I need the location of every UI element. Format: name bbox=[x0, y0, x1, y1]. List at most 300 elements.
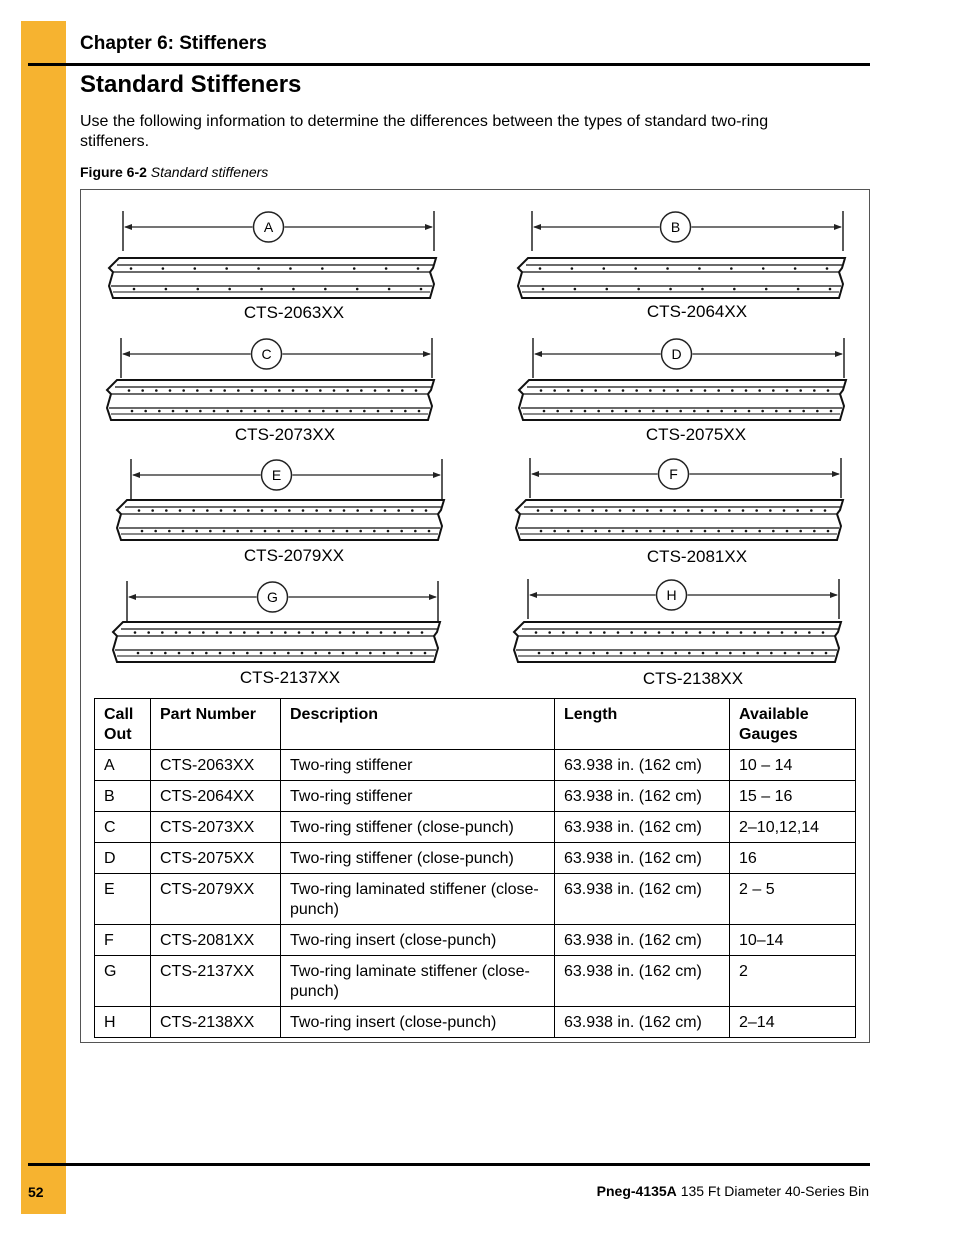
bolt-hole bbox=[346, 389, 349, 392]
arrow-head bbox=[534, 351, 542, 357]
table-cell: 16 bbox=[730, 843, 856, 874]
bolt-hole bbox=[562, 631, 565, 634]
bolt-hole bbox=[772, 389, 775, 392]
bolt-hole bbox=[301, 652, 304, 655]
bolt-hole bbox=[425, 509, 428, 512]
bolt-hole bbox=[649, 389, 652, 392]
column-header: Length bbox=[555, 699, 730, 750]
bolt-hole bbox=[141, 389, 144, 392]
bolt-hole bbox=[281, 410, 284, 413]
bolt-hole bbox=[133, 288, 136, 291]
bolt-hole bbox=[305, 389, 308, 392]
bolt-hole bbox=[693, 410, 696, 413]
bolt-hole bbox=[571, 267, 574, 270]
bolt-hole bbox=[333, 389, 336, 392]
bolt-hole bbox=[619, 509, 622, 512]
bolt-hole bbox=[226, 410, 229, 413]
bolt-hole bbox=[400, 530, 403, 533]
arrow-head bbox=[533, 224, 541, 230]
bolt-hole bbox=[658, 631, 661, 634]
bolt-hole bbox=[661, 652, 664, 655]
footer-rule bbox=[28, 1163, 870, 1166]
bolt-hole bbox=[363, 410, 366, 413]
callout-letter: H bbox=[666, 587, 677, 603]
bolt-hole bbox=[417, 267, 420, 270]
bolt-hole bbox=[377, 410, 380, 413]
bolt-hole bbox=[289, 267, 292, 270]
column-header: Available Gauges bbox=[730, 699, 856, 750]
bolt-hole bbox=[251, 389, 254, 392]
bolt-hole bbox=[810, 509, 813, 512]
table-cell: CTS-2063XX bbox=[151, 750, 281, 781]
bolt-hole bbox=[679, 410, 682, 413]
bolt-hole bbox=[646, 509, 649, 512]
intro-paragraph: Use the following information to determine the differences between the types of standard two-ring stiffeners. bbox=[80, 113, 769, 150]
bolt-hole bbox=[292, 288, 295, 291]
bolt-hole bbox=[141, 530, 144, 533]
bolt-hole bbox=[730, 267, 733, 270]
bolt-hole bbox=[336, 410, 339, 413]
table-cell: 15 – 16 bbox=[730, 781, 856, 812]
bolt-hole bbox=[240, 410, 243, 413]
bolt-hole bbox=[551, 652, 554, 655]
bolt-hole bbox=[786, 530, 789, 533]
arrow-head bbox=[128, 594, 136, 600]
bolt-hole bbox=[164, 652, 167, 655]
table-cell: CTS-2064XX bbox=[151, 781, 281, 812]
bolt-hole bbox=[731, 530, 734, 533]
bolt-hole bbox=[603, 631, 606, 634]
bolt-hole bbox=[179, 509, 182, 512]
bolt-hole bbox=[816, 410, 819, 413]
bolt-hole bbox=[172, 410, 175, 413]
bolt-hole bbox=[594, 530, 597, 533]
bolt-hole bbox=[704, 530, 707, 533]
bolt-hole bbox=[385, 267, 388, 270]
bolt-hole bbox=[228, 288, 231, 291]
arrow-head bbox=[834, 224, 842, 230]
bolt-hole bbox=[789, 410, 792, 413]
bolt-hole bbox=[797, 288, 800, 291]
bolt-hole bbox=[784, 652, 787, 655]
table-cell: CTS-2081XX bbox=[151, 925, 281, 956]
stiffener-diagram bbox=[113, 581, 440, 687]
bolt-hole bbox=[165, 509, 168, 512]
bolt-hole bbox=[315, 509, 318, 512]
bolt-hole bbox=[772, 530, 775, 533]
bolt-hole bbox=[223, 389, 226, 392]
bolt-hole bbox=[387, 389, 390, 392]
table-row bbox=[95, 750, 856, 781]
part-label: CTS-2064XX bbox=[646, 302, 748, 321]
bolt-hole bbox=[225, 267, 228, 270]
table-cell: Two-ring laminated stiffener (close-punch) bbox=[281, 874, 555, 925]
bolt-hole bbox=[175, 631, 178, 634]
bolt-hole bbox=[635, 530, 638, 533]
bolt-hole bbox=[182, 530, 185, 533]
bolt-hole bbox=[726, 631, 729, 634]
table-row bbox=[95, 874, 856, 925]
stiffener-diagram bbox=[514, 579, 841, 688]
bolt-hole bbox=[128, 389, 131, 392]
table-cell: CTS-2137XX bbox=[151, 956, 281, 1007]
bolt-hole bbox=[542, 288, 545, 291]
table-row bbox=[95, 781, 856, 812]
bolt-hole bbox=[673, 509, 676, 512]
column-header: Call Out bbox=[95, 699, 151, 750]
table-cell: 63.938 in. (162 cm) bbox=[555, 1007, 730, 1038]
bolt-hole bbox=[550, 509, 553, 512]
bolt-hole bbox=[349, 410, 352, 413]
bolt-hole bbox=[825, 652, 828, 655]
bolt-hole bbox=[257, 631, 260, 634]
table-cell: E bbox=[95, 874, 151, 925]
bolt-hole bbox=[728, 509, 731, 512]
bolt-hole bbox=[219, 652, 222, 655]
bolt-hole bbox=[830, 410, 833, 413]
bolt-hole bbox=[702, 652, 705, 655]
bolt-hole bbox=[745, 530, 748, 533]
bolt-hole bbox=[570, 410, 573, 413]
callout-letter: A bbox=[263, 219, 274, 235]
bolt-hole bbox=[767, 631, 770, 634]
bolt-hole bbox=[196, 288, 199, 291]
callout-letter: F bbox=[669, 466, 678, 482]
arrow-head bbox=[124, 224, 132, 230]
bolt-hole bbox=[813, 389, 816, 392]
bolt-hole bbox=[808, 631, 811, 634]
bolt-hole bbox=[150, 652, 153, 655]
figure-title: Standard stiffeners bbox=[150, 164, 269, 180]
bolt-hole bbox=[267, 410, 270, 413]
bolt-hole bbox=[734, 410, 737, 413]
bolt-hole bbox=[756, 652, 759, 655]
table-cell: CTS-2079XX bbox=[151, 874, 281, 925]
bolt-hole bbox=[325, 631, 328, 634]
column-header: Description bbox=[281, 699, 555, 750]
bolt-hole bbox=[192, 509, 195, 512]
bolt-hole bbox=[411, 509, 414, 512]
bolt-hole bbox=[671, 631, 674, 634]
figure-label: Figure 6-2 bbox=[80, 164, 147, 180]
bolt-hole bbox=[264, 530, 267, 533]
bolt-hole bbox=[740, 631, 743, 634]
bolt-hole bbox=[794, 631, 797, 634]
table-cell: 10 – 14 bbox=[730, 750, 856, 781]
bolt-hole bbox=[314, 652, 317, 655]
bolt-hole bbox=[608, 530, 611, 533]
bolt-hole bbox=[632, 509, 635, 512]
bolt-hole bbox=[781, 631, 784, 634]
arrow-head bbox=[433, 472, 441, 478]
bolt-hole bbox=[191, 652, 194, 655]
bolt-hole bbox=[611, 410, 614, 413]
table-cell: A bbox=[95, 750, 151, 781]
bolt-hole bbox=[567, 389, 570, 392]
bolt-hole bbox=[273, 652, 276, 655]
bolt-hole bbox=[548, 631, 551, 634]
table-cell: 2 bbox=[730, 956, 856, 1007]
table-header-row bbox=[95, 699, 856, 750]
bolt-hole bbox=[355, 652, 358, 655]
bolt-hole bbox=[346, 530, 349, 533]
table-cell: Two-ring stiffener (close-punch) bbox=[281, 843, 555, 874]
part-label: CTS-2079XX bbox=[243, 546, 345, 565]
bolt-hole bbox=[729, 652, 732, 655]
bolt-hole bbox=[420, 288, 423, 291]
bolt-hole bbox=[220, 509, 223, 512]
bolt-hole bbox=[663, 530, 666, 533]
bolt-hole bbox=[360, 389, 363, 392]
bolt-hole bbox=[829, 288, 832, 291]
bolt-hole bbox=[165, 288, 168, 291]
bolt-hole bbox=[608, 389, 611, 392]
bolt-hole bbox=[592, 652, 595, 655]
bolt-hole bbox=[396, 652, 399, 655]
bolt-hole bbox=[605, 288, 608, 291]
table-cell: Two-ring insert (close-punch) bbox=[281, 1007, 555, 1038]
stiffener-spec-table bbox=[94, 698, 856, 1038]
bolt-hole bbox=[687, 509, 690, 512]
bolt-hole bbox=[193, 267, 196, 270]
bolt-hole bbox=[753, 631, 756, 634]
bolt-hole bbox=[274, 509, 277, 512]
bolt-hole bbox=[783, 509, 786, 512]
bolt-hole bbox=[288, 509, 291, 512]
table-row bbox=[95, 843, 856, 874]
bolt-hole bbox=[144, 410, 147, 413]
bolt-hole bbox=[428, 530, 431, 533]
bolt-hole bbox=[811, 652, 814, 655]
part-label: CTS-2138XX bbox=[642, 669, 744, 688]
arrow-head bbox=[425, 224, 433, 230]
bolt-hole bbox=[261, 509, 264, 512]
bolt-hole bbox=[540, 530, 543, 533]
bolt-hole bbox=[690, 530, 693, 533]
bolt-hole bbox=[797, 652, 800, 655]
bolt-hole bbox=[794, 267, 797, 270]
table-cell: 2 – 5 bbox=[730, 874, 856, 925]
bolt-hole bbox=[324, 288, 327, 291]
column-header: Part Number bbox=[151, 699, 281, 750]
bolt-hole bbox=[131, 410, 134, 413]
page-number: 52 bbox=[28, 1184, 44, 1200]
bolt-hole bbox=[602, 267, 605, 270]
bolt-hole bbox=[663, 389, 666, 392]
bolt-hole bbox=[633, 652, 636, 655]
table-cell: CTS-2073XX bbox=[151, 812, 281, 843]
bolt-hole bbox=[369, 652, 372, 655]
bolt-hole bbox=[574, 288, 577, 291]
bolt-hole bbox=[556, 410, 559, 413]
stiffener-diagram bbox=[109, 211, 436, 322]
bolt-hole bbox=[748, 410, 751, 413]
bolt-hole bbox=[597, 410, 600, 413]
bolt-hole bbox=[715, 652, 718, 655]
bolt-hole bbox=[589, 631, 592, 634]
bolt-hole bbox=[356, 288, 359, 291]
bolt-hole bbox=[373, 530, 376, 533]
table-cell: H bbox=[95, 1007, 151, 1038]
bolt-hole bbox=[206, 509, 209, 512]
part-label: CTS-2073XX bbox=[234, 425, 336, 444]
bolt-hole bbox=[393, 631, 396, 634]
bolt-hole bbox=[161, 631, 164, 634]
bolt-hole bbox=[182, 389, 185, 392]
table-cell: B bbox=[95, 781, 151, 812]
stiffener-diagram bbox=[117, 459, 444, 565]
bolt-hole bbox=[652, 410, 655, 413]
bolt-hole bbox=[356, 509, 359, 512]
bolt-hole bbox=[370, 509, 373, 512]
bolt-hole bbox=[553, 389, 556, 392]
bolt-hole bbox=[329, 509, 332, 512]
bolt-hole bbox=[243, 631, 246, 634]
bolt-hole bbox=[359, 530, 362, 533]
page-title: Standard Stiffeners bbox=[80, 71, 302, 98]
bolt-hole bbox=[260, 288, 263, 291]
bolt-hole bbox=[151, 509, 154, 512]
bolt-hole bbox=[397, 509, 400, 512]
bolt-hole bbox=[731, 389, 734, 392]
bolt-hole bbox=[305, 530, 308, 533]
bolt-hole bbox=[770, 652, 773, 655]
bolt-hole bbox=[745, 389, 748, 392]
bolt-hole bbox=[701, 509, 704, 512]
bolt-hole bbox=[210, 389, 213, 392]
bolt-hole bbox=[213, 410, 216, 413]
bolt-hole bbox=[827, 530, 830, 533]
document-title: 135 Ft Diameter 40-Series Bin bbox=[680, 1183, 869, 1199]
bolt-hole bbox=[761, 410, 764, 413]
bolt-hole bbox=[178, 652, 181, 655]
bolt-hole bbox=[138, 509, 141, 512]
arrow-head bbox=[531, 471, 539, 477]
table-cell: C bbox=[95, 812, 151, 843]
arrow-head bbox=[122, 351, 130, 357]
bolt-hole bbox=[630, 631, 633, 634]
arrow-head bbox=[835, 351, 843, 357]
bolt-hole bbox=[270, 631, 273, 634]
bolt-hole bbox=[796, 509, 799, 512]
bolt-hole bbox=[339, 631, 342, 634]
bolt-hole bbox=[390, 410, 393, 413]
bolt-hole bbox=[147, 631, 150, 634]
table-cell: 2–14 bbox=[730, 1007, 856, 1038]
bolt-hole bbox=[185, 410, 188, 413]
arrow-head bbox=[529, 592, 537, 598]
stiffener-diagram bbox=[518, 211, 845, 321]
bolt-hole bbox=[564, 509, 567, 512]
bolt-hole bbox=[584, 410, 587, 413]
table-cell: 2–10,12,14 bbox=[730, 812, 856, 843]
bolt-hole bbox=[699, 631, 702, 634]
arrow-head bbox=[132, 472, 140, 478]
bolt-hole bbox=[824, 509, 827, 512]
bolt-hole bbox=[229, 631, 232, 634]
bolt-hole bbox=[162, 267, 165, 270]
bolt-hole bbox=[622, 530, 625, 533]
table-cell: Two-ring laminate stiffener (close-punch) bbox=[281, 956, 555, 1007]
bolt-hole bbox=[622, 389, 625, 392]
bolt-hole bbox=[404, 410, 407, 413]
table-cell: Two-ring stiffener bbox=[281, 781, 555, 812]
bolt-hole bbox=[321, 267, 324, 270]
bolt-hole bbox=[298, 631, 301, 634]
table-cell: 63.938 in. (162 cm) bbox=[555, 925, 730, 956]
bolt-hole bbox=[537, 509, 540, 512]
footer-document bbox=[597, 1183, 869, 1199]
bolt-hole bbox=[676, 389, 679, 392]
bolt-hole bbox=[540, 389, 543, 392]
bolt-hole bbox=[374, 389, 377, 392]
bolt-hole bbox=[553, 530, 556, 533]
table-row bbox=[95, 956, 856, 1007]
bolt-hole bbox=[328, 652, 331, 655]
bolt-hole bbox=[637, 288, 640, 291]
bolt-hole bbox=[205, 652, 208, 655]
bolt-hole bbox=[707, 410, 710, 413]
bolt-hole bbox=[698, 267, 701, 270]
bolt-hole bbox=[617, 631, 620, 634]
table-cell: CTS-2075XX bbox=[151, 843, 281, 874]
bolt-hole bbox=[318, 530, 321, 533]
stiffener-diagram bbox=[519, 338, 846, 444]
callout-letter: B bbox=[670, 219, 681, 235]
bolt-hole bbox=[278, 389, 281, 392]
bolt-hole bbox=[690, 389, 693, 392]
table-cell: G bbox=[95, 956, 151, 1007]
bolt-hole bbox=[236, 530, 239, 533]
bolt-hole bbox=[264, 389, 267, 392]
bolt-hole bbox=[343, 509, 346, 512]
bolt-hole bbox=[676, 530, 679, 533]
bolt-hole bbox=[786, 389, 789, 392]
callout-letter: D bbox=[671, 346, 682, 362]
bolt-hole bbox=[620, 652, 623, 655]
bolt-hole bbox=[647, 652, 650, 655]
bolt-hole bbox=[576, 631, 579, 634]
bolt-hole bbox=[332, 530, 335, 533]
table-cell: CTS-2138XX bbox=[151, 1007, 281, 1038]
bolt-hole bbox=[666, 267, 669, 270]
table-row bbox=[95, 812, 856, 843]
bolt-hole bbox=[302, 509, 305, 512]
table-cell: F bbox=[95, 925, 151, 956]
bolt-hole bbox=[216, 631, 219, 634]
table-cell: 10–14 bbox=[730, 925, 856, 956]
bolt-hole bbox=[388, 288, 391, 291]
bolt-hole bbox=[565, 652, 568, 655]
bolt-hole bbox=[154, 530, 157, 533]
bolt-hole bbox=[353, 267, 356, 270]
bolt-hole bbox=[644, 631, 647, 634]
bolt-hole bbox=[291, 530, 294, 533]
table-cell: 63.938 in. (162 cm) bbox=[555, 812, 730, 843]
bolt-hole bbox=[158, 410, 161, 413]
bolt-hole bbox=[704, 389, 707, 392]
bolt-hole bbox=[635, 389, 638, 392]
part-label: CTS-2081XX bbox=[646, 547, 748, 566]
bolt-hole bbox=[638, 410, 641, 413]
bolt-hole bbox=[308, 410, 311, 413]
bolt-hole bbox=[581, 389, 584, 392]
bolt-hole bbox=[202, 631, 205, 634]
bolt-hole bbox=[594, 389, 597, 392]
bolt-hole bbox=[688, 652, 691, 655]
bolt-hole bbox=[380, 631, 383, 634]
bolt-hole bbox=[254, 410, 257, 413]
